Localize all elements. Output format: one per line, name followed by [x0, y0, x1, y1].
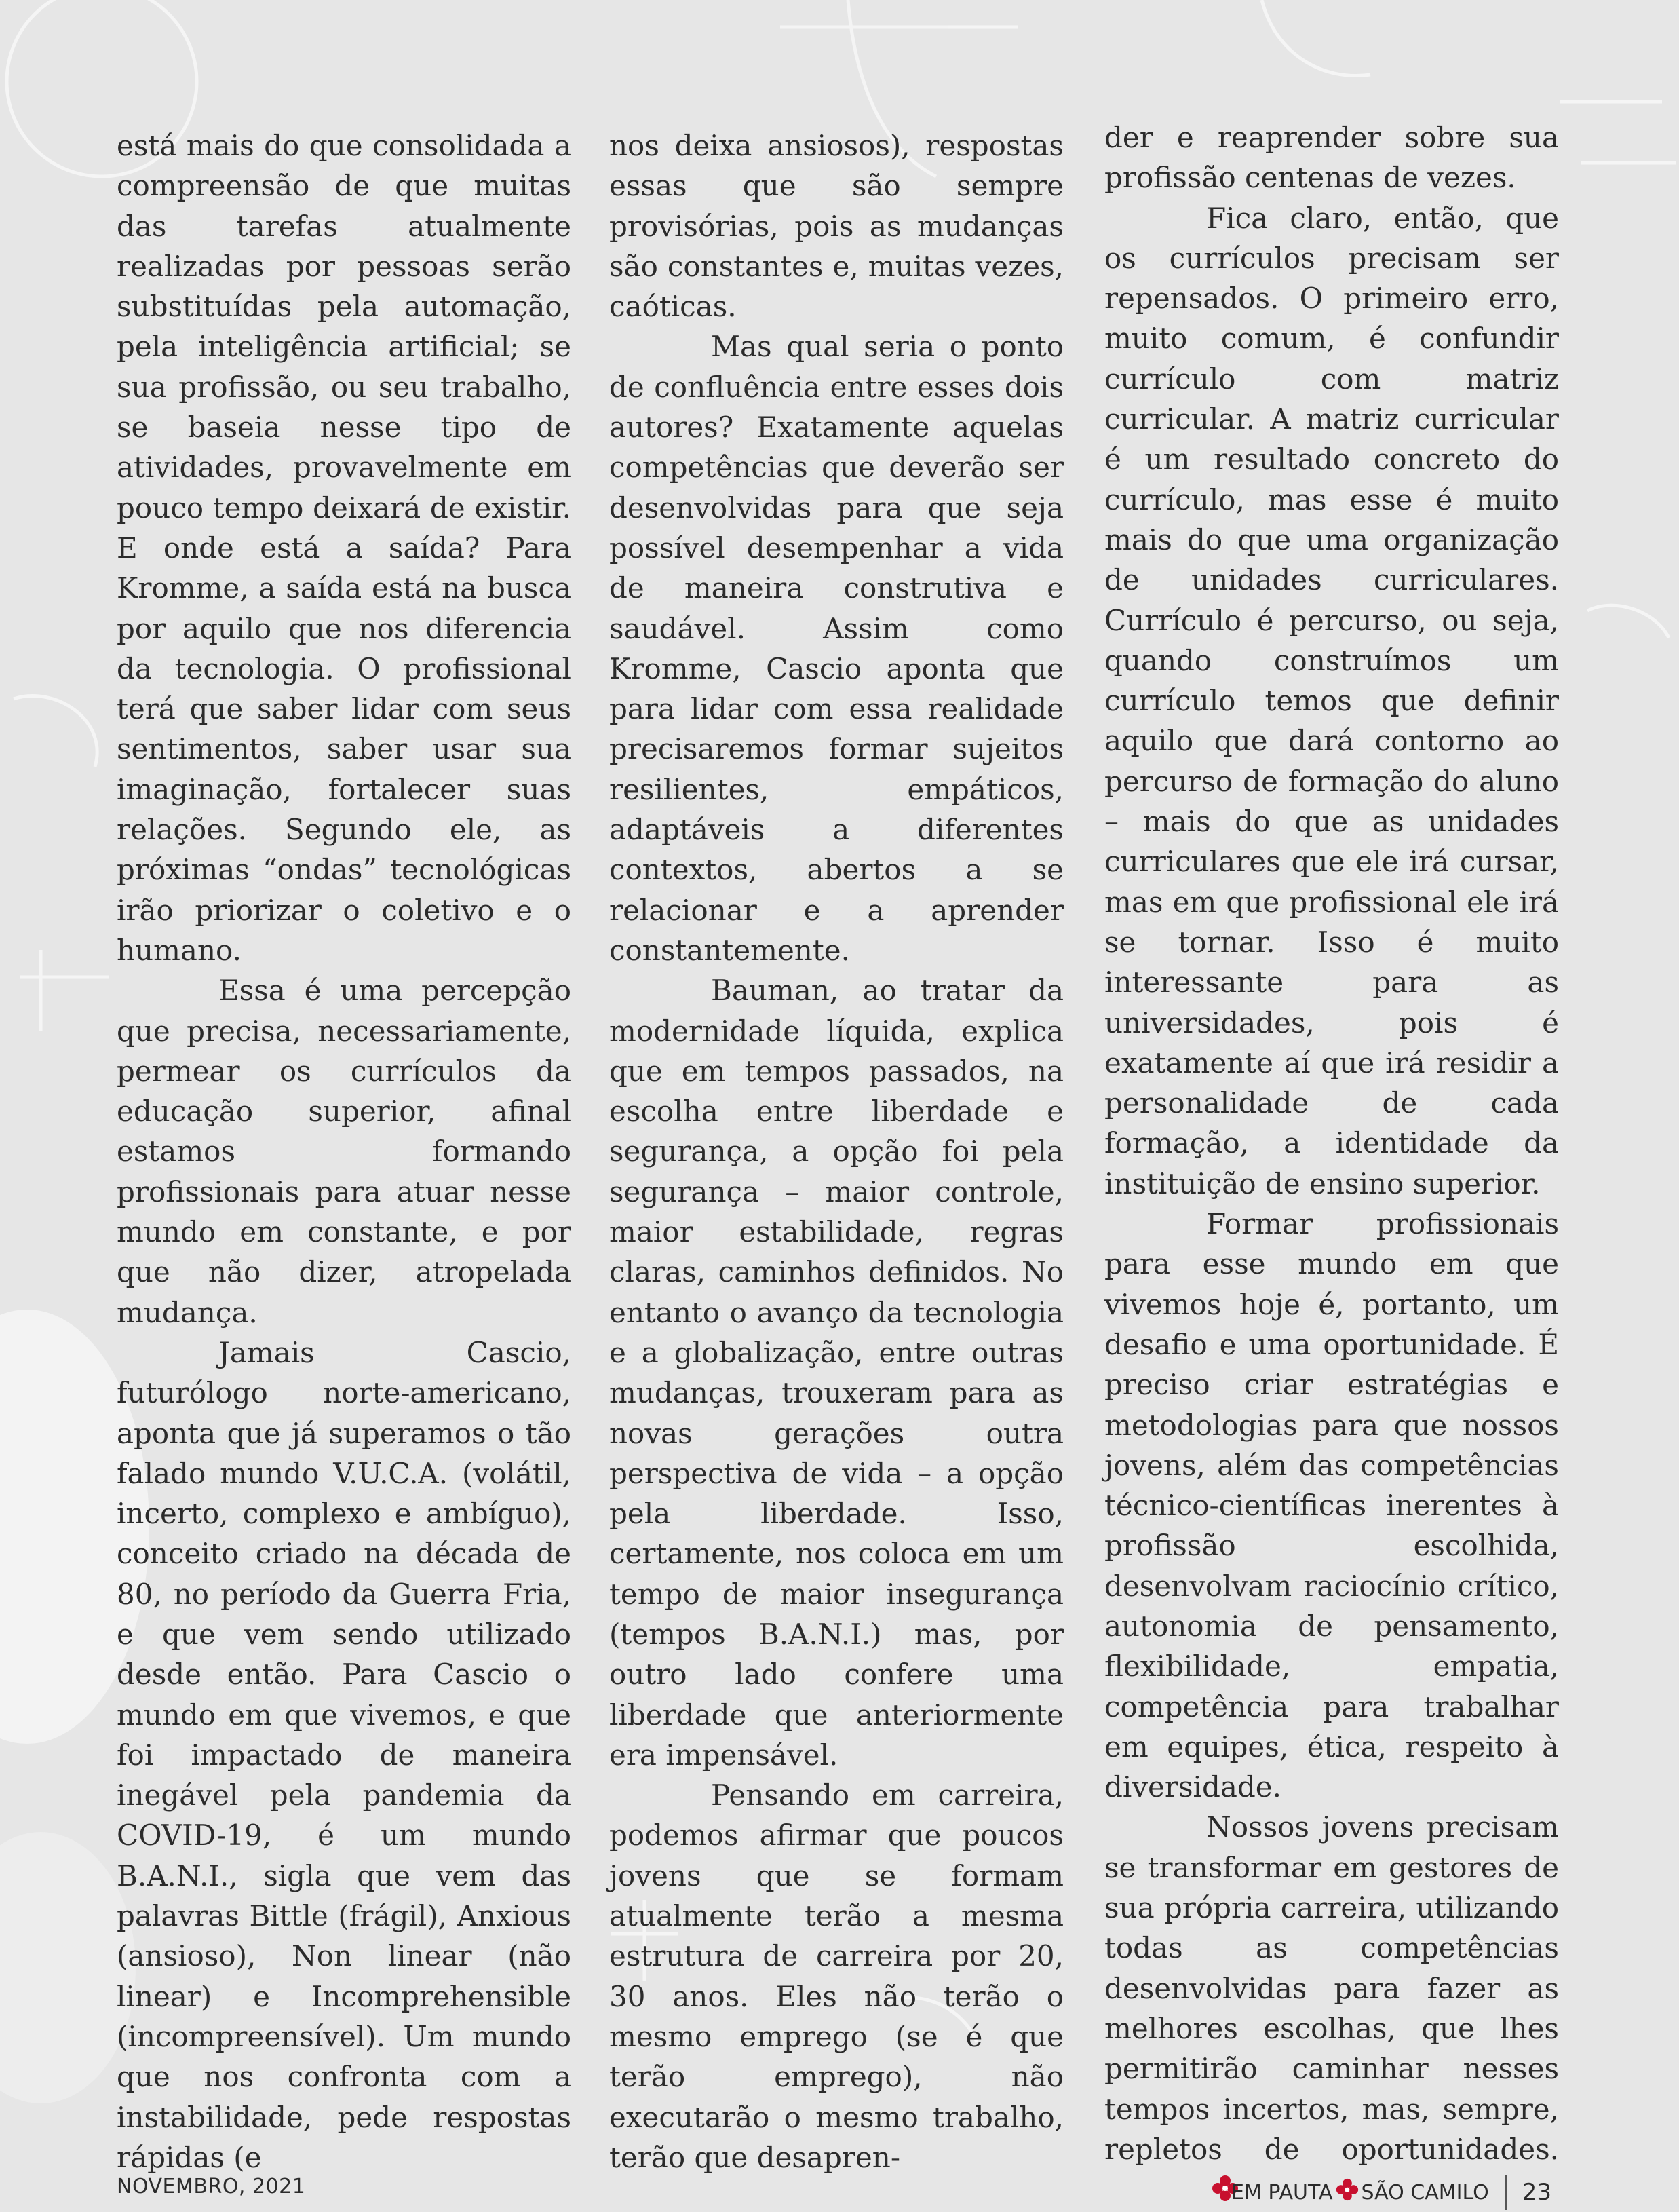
footer-issue-date: NOVEMBRO, 2021	[117, 2175, 306, 2198]
paragraph: Jamais Cascio, futurólogo norte-americano, aponta que já superamos o tão falado mundo V.U.C.A. (volátil, incerto, complexo e ambíguo), conceito criado na década de 80, no período da Guerra Fria, e que vem sendo utilizado desde então. Para Cascio o mundo em que vivemos, e que foi impactado de maneira inegável pela pandemia da COVID-19, é um mundo B.A.N.I., sigla que vem das palavras Bittle (frágil), Anxious (ansioso), Non linear (não linear) e Incomprehensible (incompreensível). Um mundo que nos confronta com a instabilidade, pede respostas rápidas (e	[117, 1335, 571, 2174]
paragraph: nos deixa ansiosos), respostas essas que são sempre provisórias, pois as mudanças são constantes e, muitas vezes, caóticas.	[609, 129, 1064, 324]
footer-masthead	[1231, 2175, 1551, 2210]
closing-paragraph	[1104, 1807, 1559, 2212]
paragraph: Fica claro, então, que os currículos precisam ser repensados. O primeiro erro, muito comum, é confundir currículo com matriz curricular. A matriz curricular é um resultado concreto do currículo, mas esse é muito mais do que uma organização de unidades curriculares. Currículo é percurso, ou seja, quando construímos um currículo temos que definir aquilo que dará contorno ao percurso de formação do aluno – mais do que as unidades curriculares que ele irá cursar, mas em que profissional ele irá se tornar. Isso é muito interessante para as universidades, pois é exatamente aí que irá residir a personalidade de cada formação, a identidade da instituição de ensino superior.	[1104, 201, 1559, 1200]
paragraph: der e reaprender sobre sua profissão centenas de vezes.	[1104, 121, 1559, 195]
red-cross-icon	[1110, 2172, 1239, 2212]
article-column-3	[1104, 117, 1559, 2212]
paragraph: Bauman, ao tratar da modernidade líquida, explica que em tempos passados, na escolha entre liberdade e segurança, a opção foi pela segurança – maior controle, maior estabilidade, regras claras, caminhos definidos. No entanto o avanço da tecnologia e a globalização, entre outras mudanças, trouxeram para as novas gerações outra perspectiva de vida – a opção pela liberdade. Isso, certamente, nos coloca em um tempo de maior insegurança (tempos B.A.N.I.) mas, por outro lado confere uma liberdade que anteriormente era impensável.	[609, 974, 1064, 1772]
paragraph: está mais do que consolidada a compreensão de que muitas das tarefas atualmente realizadas por pessoas serão substituídas pela automação, pela inteligência artificial; se sua profissão, ou seu trabalho, se baseia nesse tipo de atividades, provavelmente em pouco tempo deixará de existir. E onde está a saída? Para Kromme, a saída está na busca por aquilo que nos diferencia da tecnologia. O profissional terá que saber lidar com seus sentimentos, saber usar sua imaginação, fortalecer suas relações. Segundo ele, as próximas “ondas” tecnológicas irão priorizar o coletivo e o humano.	[117, 129, 571, 967]
paragraph: Pensando em carreira, podemos afirmar que poucos jovens que se formam atualmente terão a mesma estrutura de carreira por 20, 30 anos. Eles não terão o mesmo emprego (se é que terão emprego), não executarão o mesmo trabalho, terão que desapren-	[609, 1778, 1064, 2174]
paragraph-text: Nossos jovens precisam se transformar em gestores de sua própria carreira, utilizando todas as competências desenvolvidas para fazer as melhores escolhas, que lhes permitirão caminhar nesses tempos incertos, mas, sempre, repletos de oportunidades.	[1104, 1810, 1559, 2166]
page-number: 23	[1522, 2179, 1551, 2206]
red-cross-icon	[1336, 2178, 1359, 2207]
footer-divider	[1505, 2175, 1507, 2210]
article-column-2	[609, 126, 1064, 2177]
magazine-name-part1: EM PAUTA	[1231, 2180, 1333, 2205]
article-column-1	[117, 126, 571, 2177]
paragraph: Formar profissionais para esse mundo em que vivemos hoje é, portanto, um desafio e uma oportunidade. É preciso criar estratégias e metodologias para que nossos jovens, além das competências técnico-científicas inerentes à profissão escolhida, desenvolvam raciocínio crítico, autonomia de pensamento, flexibilidade, empatia, competência para trabalhar em equipes, ética, respeito à diversidade.	[1104, 1207, 1559, 1804]
paragraph: Mas qual seria o ponto de confluência entre esses dois autores? Exatamente aquelas competências que deverão ser desenvolvidas para que seja possível desempenhar a vida de maneira construtiva e saudável. Assim como Kromme, Cascio aponta que para lidar com essa realidade precisaremos formar sujeitos resilientes, empáticos, adaptáveis a diferentes contextos, abertos a se relacionar e a aprender constantemente.	[609, 330, 1064, 967]
paragraph: Essa é uma percepção que precisa, necessariamente, permear os currículos da educação superior, afinal estamos formando profissionais para atuar nesse mundo em constante, e por que não dizer, atropelada mudança.	[117, 974, 571, 1329]
magazine-name-part2: SÃO CAMILO	[1361, 2180, 1489, 2205]
